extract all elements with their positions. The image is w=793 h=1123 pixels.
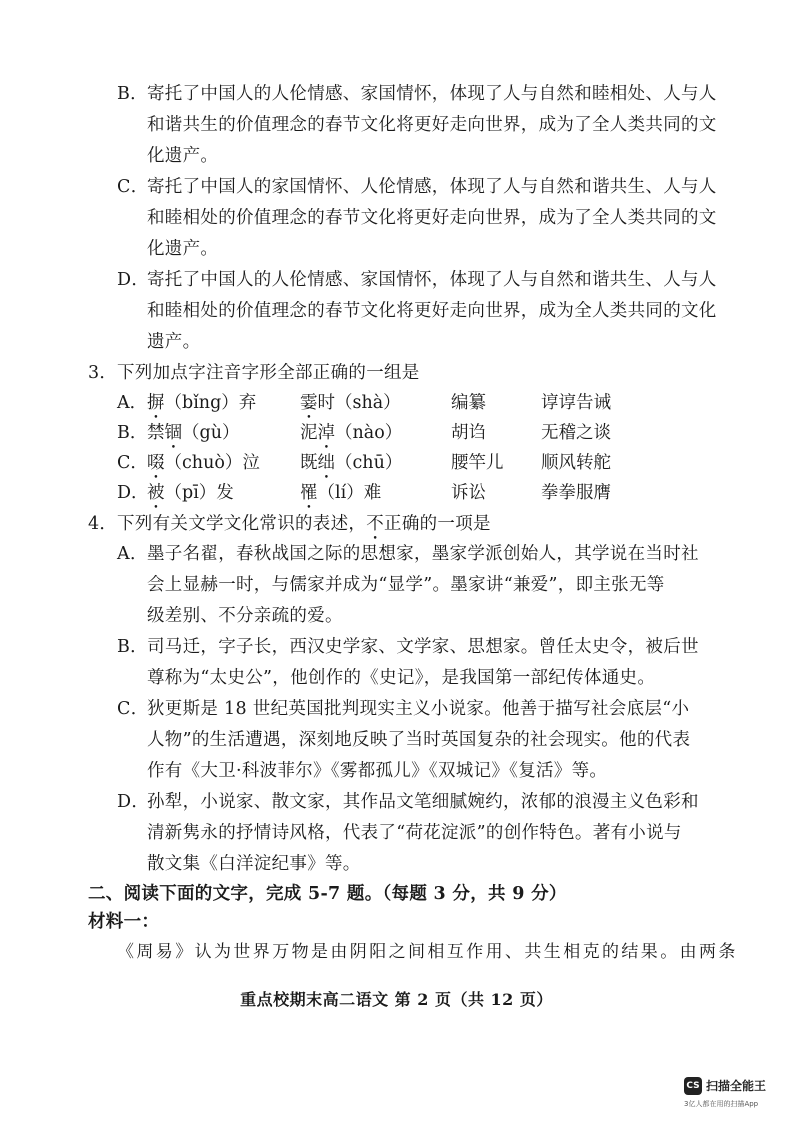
term-2: 罹（lí）难 <box>300 483 382 503</box>
question-number: 3． <box>88 363 118 383</box>
scanner-watermark <box>684 1075 789 1115</box>
option-label: D． <box>117 270 150 290</box>
term-4: 拳拳服膺 <box>541 483 611 503</box>
option-line-3: 遗产。 <box>147 332 201 352</box>
option-line-3: 化遗产。 <box>147 239 219 259</box>
question-stem: 下列加点字注音字形全部正确的一组是 <box>117 363 420 383</box>
term-1: 禁锢（gù） <box>147 423 240 443</box>
option-line-1: 寄托了中国人的家国情怀、人伦情感，体现了人与自然和谐共生、人与人 <box>147 177 717 197</box>
scanner-subtitle: 3亿人都在用的扫描App <box>684 1100 759 1108</box>
term-3: 腰竿儿 <box>451 453 504 473</box>
option-line-3: 级差别、不分亲疏的爱。 <box>147 606 343 626</box>
question-number: 4． <box>88 514 118 534</box>
term-3: 胡诌 <box>451 423 486 443</box>
option-line-1: 孙犁，小说家、散文家，其作品文笔细腻婉约，浓郁的浪漫主义色彩和 <box>147 792 699 812</box>
option-line-2: 和睦相处的价值理念的春节文化将更好走向世界，成为了全人类共同的文 <box>147 208 717 228</box>
term-3: 诉讼 <box>451 483 486 503</box>
term-2: 霎时（shà） <box>300 393 401 413</box>
option-label: A． <box>117 393 148 413</box>
section-heading: 二、阅读下面的文字，完成 5-7 题。（每题 3 分，共 9 分） <box>88 884 567 904</box>
term-4: 顺风转舵 <box>541 453 611 473</box>
term-1: 被（pī）发 <box>147 483 234 503</box>
material-label: 材料一： <box>88 912 160 932</box>
option-line-2: 人物”的生活遭遇，深刻地反映了当时英国复杂的社会现实。他的代表 <box>147 730 691 750</box>
scanner-title: 扫描全能王 <box>706 1079 767 1093</box>
option-line-2: 会上显赫一时，与儒家并成为“显学”。墨家讲“兼爱”，即主张无等 <box>147 575 665 595</box>
option-label: C． <box>117 699 149 719</box>
option-line-3: 作有《大卫·科波菲尔》《雾都孤儿》《双城记》《复活》等。 <box>147 761 608 781</box>
option-line-3: 散文集《白洋淀纪事》等。 <box>147 854 361 874</box>
option-label: A． <box>117 544 148 564</box>
option-line-3: 化遗产。 <box>147 146 219 166</box>
option-line-2: 清新隽永的抒情诗风格，代表了“荷花淀派”的创作特色。著有小说与 <box>147 823 682 843</box>
option-line-1: 寄托了中国人的人伦情感、家国情怀，体现了人与自然和谐共生、人与人 <box>147 270 717 290</box>
question-stem: 下列有关文学文化常识的表述，不正确的一项是 <box>117 514 491 534</box>
term-2: 既绌（chū） <box>300 453 403 473</box>
material-text: 《周易》认为世界万物是由阴阳之间相互作用、共生相克的结果。由两条 <box>117 942 738 962</box>
page-footer: 重点校期末高二语文 第 2 页（共 12 页） <box>240 990 553 1009</box>
option-label: B． <box>117 637 148 657</box>
scanner-logo-icon: CS <box>684 1077 702 1095</box>
term-3: 编纂 <box>451 393 486 413</box>
option-line-2: 和睦相处的价值理念的春节文化将更好走向世界，成为全人类共同的文化 <box>147 301 717 321</box>
option-label: C． <box>117 177 149 197</box>
option-label: D． <box>117 792 150 812</box>
term-1: 摒（bǐng）弃 <box>147 393 257 413</box>
term-4: 谆谆告诫 <box>541 393 611 413</box>
term-2: 泥淖（nào） <box>300 423 403 443</box>
term-1: 啜（chuò）泣 <box>147 453 260 473</box>
term-4: 无稽之谈 <box>541 423 611 443</box>
option-line-1: 墨子名翟，春秋战国之际的思想家，墨家学派创始人，其学说在当时社 <box>147 544 699 564</box>
option-line-1: 狄更斯是 18 世纪英国批判现实主义小说家。他善于描写社会底层“小 <box>147 699 690 719</box>
option-label: B． <box>117 84 148 104</box>
option-label: B． <box>117 423 148 443</box>
option-line-2: 尊称为“太史公”，他创作的《史记》，是我国第一部纪传体通史。 <box>147 668 656 688</box>
option-line-1: 寄托了中国人的人伦情感、家国情怀，体现了人与自然和睦相处、人与人 <box>147 84 717 104</box>
option-label: D． <box>117 483 149 503</box>
option-label: C． <box>117 453 148 473</box>
option-line-1: 司马迁，字子长，西汉史学家、文学家、思想家。曾任太史令，被后世 <box>147 637 699 657</box>
option-line-2: 和谐共生的价值理念的春节文化将更好走向世界，成为了全人类共同的文 <box>147 115 717 135</box>
